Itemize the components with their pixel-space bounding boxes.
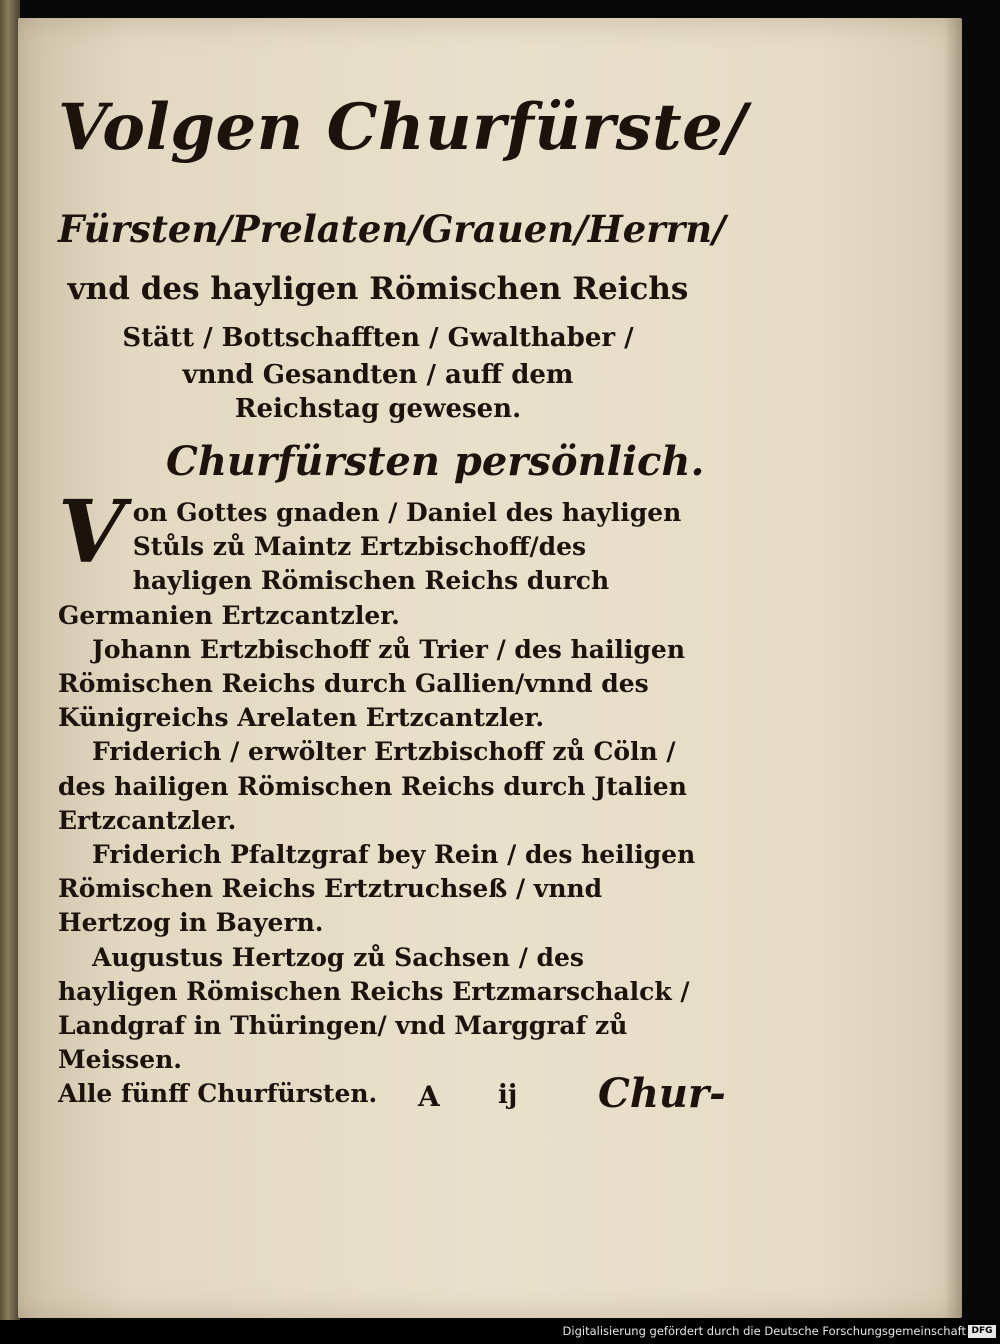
dfg-logo: DFG	[968, 1325, 996, 1338]
book-spine	[0, 0, 20, 1320]
section-heading: Churfürsten persönlich.	[166, 438, 705, 485]
title-line-3: vnd des hayligen Römischen Reichs	[67, 271, 689, 307]
funding-notice: Digitalisierung gefördert durch die Deutsche Forschungsgemeinschaft	[562, 1324, 966, 1338]
total-line: Alle fünff Churfürsten.	[58, 1079, 378, 1109]
title-line-4: Stätt / Bottschafften / Gwalthaber /	[122, 323, 634, 353]
signature-number: ij	[498, 1080, 518, 1110]
catchword: Chur-	[598, 1070, 726, 1117]
drop-cap: V	[58, 482, 125, 583]
paragraph-johann: Johann Ertzbischoff zů Trier / des hailigen Römischen Reichs durch Gallien/vnnd des Künigreichs Arelaten Ertzcantzler.	[58, 634, 685, 733]
title-line-1: Volgen Churfürste/	[58, 90, 748, 165]
paragraph-text: on Gottes gnaden / Daniel des hayligen Stůls zů Maintz Ertzbischoff/des hayligen Römischen Reichs durch Germanien Ertzcantzler.	[58, 498, 682, 630]
title-line-6: Reichstag gewesen.	[234, 394, 522, 424]
title-line-5: vnnd Gesandten / auff dem	[182, 360, 574, 390]
paragraph-augustus: Augustus Hertzog zů Sachsen / des hayligen Römischen Reichs Ertzmarschalck / Landgraf in Thüringen/ vnd Marggraf zů Meissen.	[58, 942, 690, 1075]
signature-mark: A	[418, 1080, 440, 1113]
page-signature	[418, 1070, 738, 1120]
paragraph-friderich-pfaltz: Friderich Pfaltzgraf bey Rein / des heiligen Römischen Reichs Ertztruchseß / vnnd Hertzog in Bayern.	[58, 840, 696, 938]
title-block	[58, 198, 726, 426]
title-line-2: Fürsten/Prelaten/Grauen/Herrn/	[58, 207, 726, 251]
paragraph-friderich-coeln: Friderich / erwölter Ertzbischoff zů Cöln / des hailigen Römischen Reichs durch Jtalien Ertzcantzler.	[58, 737, 687, 835]
footer-bar	[0, 1320, 1000, 1344]
book-page	[18, 18, 962, 1318]
paragraph-daniel	[58, 482, 708, 633]
body-text	[58, 482, 708, 1112]
